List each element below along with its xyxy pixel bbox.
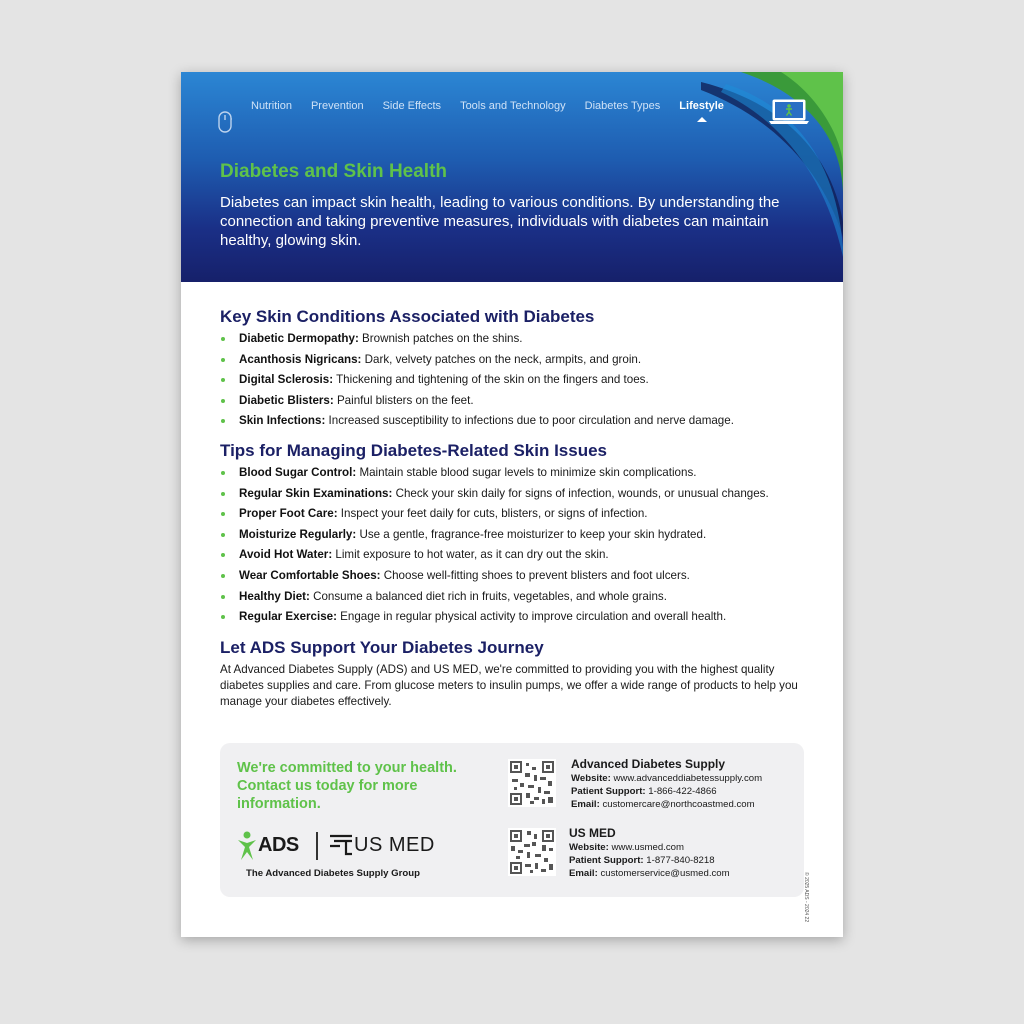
list-item: Blood Sugar Control: Maintain stable blood sugar levels to minimize skin complications. [220,465,769,486]
list-item: Acanthosis Nigricans: Dark, velvety patches on the neck, armpits, and groin. [220,352,734,373]
contact-panel [220,743,804,897]
list-item: Wear Comfortable Shoes: Choose well-fitting shoes to prevent blisters and foot ulcers. [220,568,769,589]
list-item: Proper Foot Care: Inspect your feet daily for cuts, blisters, or signs of infection. [220,506,769,527]
org-name: Advanced Diabetes Supply [571,757,726,771]
phone-link[interactable]: 1-866-422-4866 [645,785,717,797]
list-item: Skin Infections: Increased susceptibility to infections due to poor circulation and nerve damage. [220,413,734,434]
tips-list [220,465,769,630]
list-item: Regular Skin Examinations: Check your skin daily for signs of infection, wounds, or unusual changes. [220,486,769,507]
email-link[interactable]: customerservice@usmed.com [597,867,730,879]
nav-item-tools-technology[interactable]: Tools and Technology [460,100,566,112]
list-item: Healthy Diet: Consume a balanced diet rich in fruits, vegetables, and whole grains. [220,589,769,610]
nav-item-diabetes-types[interactable]: Diabetes Types [584,100,661,112]
email-line: Email: customercare@northcoastmed.com [571,798,755,810]
list-item: Avoid Hot Water: Limit exposure to hot water, as it can dry out the skin. [220,547,769,568]
org-usmed-contact [569,824,730,880]
website-line: Website: www.advanceddiabetessupply.com [571,773,763,784]
flyer-page [181,72,843,937]
email-link[interactable]: customercare@northcoastmed.com [599,798,755,810]
nav-item-lifestyle[interactable]: Lifestyle [679,100,724,112]
tips-heading: Tips for Managing Diabetes-Related Skin Issues [220,441,608,460]
group-name: The Advanced Diabetes Supply Group [246,868,420,879]
website-link[interactable]: www.advanceddiabetessupply.com [610,773,763,784]
org-name: US MED [569,826,616,840]
support-paragraph: At Advanced Diabetes Supply (ADS) and US MED, we're committed to providing you with the highest quality diabetes supplies and care. From glucose meters to insulin pumps, we offer a wide range of products to help you manage your diabetes effectively. [220,663,798,708]
support-heading: Let ADS Support Your Diabetes Journey [220,638,544,657]
list-item: Diabetic Dermopathy: Brownish patches on the shins. [220,331,734,352]
list-item: Regular Exercise: Engage in regular physical activity to improve circulation and overall health. [220,609,769,630]
logo-divider [316,832,318,860]
contact-cta: We're committed to your health. Contact us today for more information. [237,760,457,812]
conditions-heading: Key Skin Conditions Associated with Diabetes [220,307,595,326]
page-title: Diabetes and Skin Health [220,161,448,182]
document-code: © 2025 ADS - 2024 22 [803,872,809,923]
hero-banner [181,72,843,282]
usmed-mark-icon [330,833,354,859]
website-link[interactable]: www.usmed.com [608,842,684,853]
ads-figure-icon [236,831,258,861]
phone-line: Patient Support: 1-877-840-8218 [569,854,715,866]
list-item: Diabetic Blisters: Painful blisters on the feet. [220,393,734,414]
qr-code-usmed[interactable] [508,828,556,876]
laptop-icon [769,98,809,126]
mouse-icon [218,111,232,133]
org-ads-contact [571,755,762,811]
nav-item-side-effects[interactable]: Side Effects [382,100,442,112]
nav-item-prevention[interactable]: Prevention [310,100,364,112]
brand-logos [236,829,456,863]
list-item: Digital Sclerosis: Thickening and tightening of the skin on the fingers and toes. [220,372,734,393]
qr-code-ads[interactable] [508,759,556,807]
phone-line: Patient Support: 1-866-422-4866 [571,785,717,797]
list-item: Moisturize Regularly: Use a gentle, fragrance-free moisturizer to keep your skin hydrated. [220,527,769,548]
email-line: Email: customerservice@usmed.com [569,867,730,879]
nav-item-nutrition[interactable]: Nutrition [251,100,292,112]
usmed-logo-text: US MED [354,834,435,856]
hero-intro: Diabetes can impact skin health, leading to various conditions. By understanding the connection and taking preventive measures, individuals with diabetes can maintain healthy, glowing skin. [220,194,780,249]
conditions-list [220,331,734,434]
website-line: Website: www.usmed.com [569,842,684,853]
phone-link[interactable]: 1-877-840-8218 [643,854,715,866]
topic-nav [251,100,743,112]
ads-logo-text: ADS [258,834,299,856]
